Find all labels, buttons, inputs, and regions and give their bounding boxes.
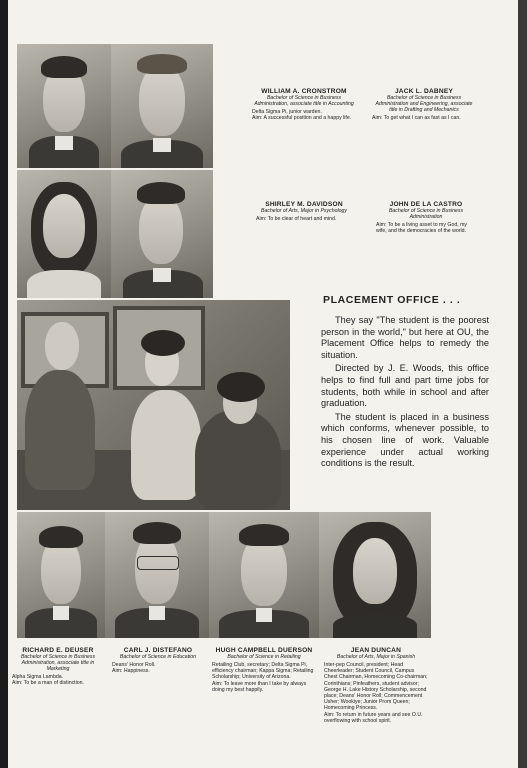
senior-aim: Aim: To get what I can as fast as I can. <box>372 115 461 121</box>
senior-name: HUGH CAMPBELL DUERSON <box>215 647 313 654</box>
bio-de-la-castro <box>376 201 476 234</box>
senior-details: Deans' Honor Roll. <box>112 662 156 668</box>
portrait-de-la-castro <box>111 170 213 298</box>
page-edge-shadow <box>518 0 527 768</box>
portrait-davidson <box>17 170 111 298</box>
bio-cronstrom <box>252 88 356 121</box>
book-spine-shadow <box>0 0 8 768</box>
yearbook-page <box>8 0 518 768</box>
senior-aim: Aim: To be a living asset to my God, my wife, and the democracies of the world. <box>376 222 468 235</box>
senior-degree: Bachelor of Arts, Major in Psychology <box>260 208 347 214</box>
bio-deuser <box>12 647 104 686</box>
section-paragraph: The student is placed in a business which conforms, whenever possible, to his chosen line of work. Valuable experience under actual working conditions is the result. <box>321 411 489 469</box>
senior-details: Retailing Club, secretary; Delta Sigma Pi, efficiency chairman; Kappa Sigma; Retailing Scholarship; University of Arizona. <box>212 662 314 681</box>
portrait-deuser <box>17 512 105 638</box>
senior-details: Alpha Sigma Lambda. <box>12 674 64 680</box>
bio-duncan <box>324 647 428 724</box>
senior-aim: Aim: To return in future years and see O.U. overflowing with school spirit. <box>324 711 423 724</box>
senior-details: Inter-pep Council, president; Head Cheerleader; Student Council, Campus Chest Chairman, Homecoming Co-chairman; Corinthians; Pinfeathers, student advisor; George H. Lake History Scholarship, second place; Deans' Honor Roll; Commencement Usher; Wookiye; Junior Prom Queen; Homecoming Princess. <box>324 662 428 712</box>
senior-degree: Bachelor of Science in Business Administration <box>388 208 464 220</box>
section-paragraph: They say "The student is the poorest person in the world," but here at OU, the Placement Office helps to remedy the situation. <box>321 315 489 360</box>
placement-office-photo <box>17 300 290 510</box>
senior-name: SHIRLEY M. DAVIDSON <box>265 201 343 208</box>
senior-details: Delta Sigma Pi, junior warden. <box>252 109 322 115</box>
senior-degree: Bachelor of Arts, Major in Spanish <box>336 654 416 660</box>
section-paragraph: Directed by J. E. Woods, this office helps to find full and part time jobs for students, both while in school and after graduation. <box>321 363 489 409</box>
senior-degree: Bachelor of Science in Retailing <box>227 654 301 660</box>
portrait-dabney <box>111 44 213 168</box>
bio-dabney <box>372 88 476 121</box>
senior-degree: Bachelor of Science in Business Administration and Engineering, associate title in Drafting and Mechanics <box>375 95 473 113</box>
senior-aim: Aim: To leave more than I take by always doing my best happily. <box>212 680 307 693</box>
portrait-duerson <box>209 512 319 638</box>
senior-aim: Aim: To be clear of heart and mind. <box>256 216 337 222</box>
senior-name: WILLIAM A. CRONSTROM <box>261 88 347 95</box>
section-heading: PLACEMENT OFFICE . . . <box>323 294 461 306</box>
senior-aim: Aim: To be a man of distinction. <box>12 680 84 687</box>
senior-name: JOHN DE LA CASTRO <box>389 201 463 208</box>
bio-duerson <box>212 647 316 693</box>
senior-name: RICHARD E. DEUSER <box>22 647 94 654</box>
portrait-cronstrom <box>17 44 111 168</box>
senior-name: JEAN DUNCAN <box>350 647 402 654</box>
senior-degree: Bachelor of Science in Business Administration, associate title in Accounting <box>254 95 354 107</box>
senior-degree: Bachelor of Science in Education <box>119 654 197 660</box>
senior-degree: Bachelor of Science in Business Administration, associate title in Marketing <box>20 654 96 672</box>
senior-name: CARL J. DISTEFANO <box>123 647 193 654</box>
portrait-duncan <box>319 512 431 638</box>
senior-name: JACK L. DABNEY <box>394 88 454 95</box>
bio-davidson <box>256 201 352 222</box>
section-body <box>321 315 489 472</box>
senior-aim: Aim: Happiness. <box>112 668 150 675</box>
bio-distefano <box>112 647 204 674</box>
senior-aim: Aim: A successful position and a happy life. <box>252 115 352 122</box>
portrait-distefano <box>105 512 209 638</box>
